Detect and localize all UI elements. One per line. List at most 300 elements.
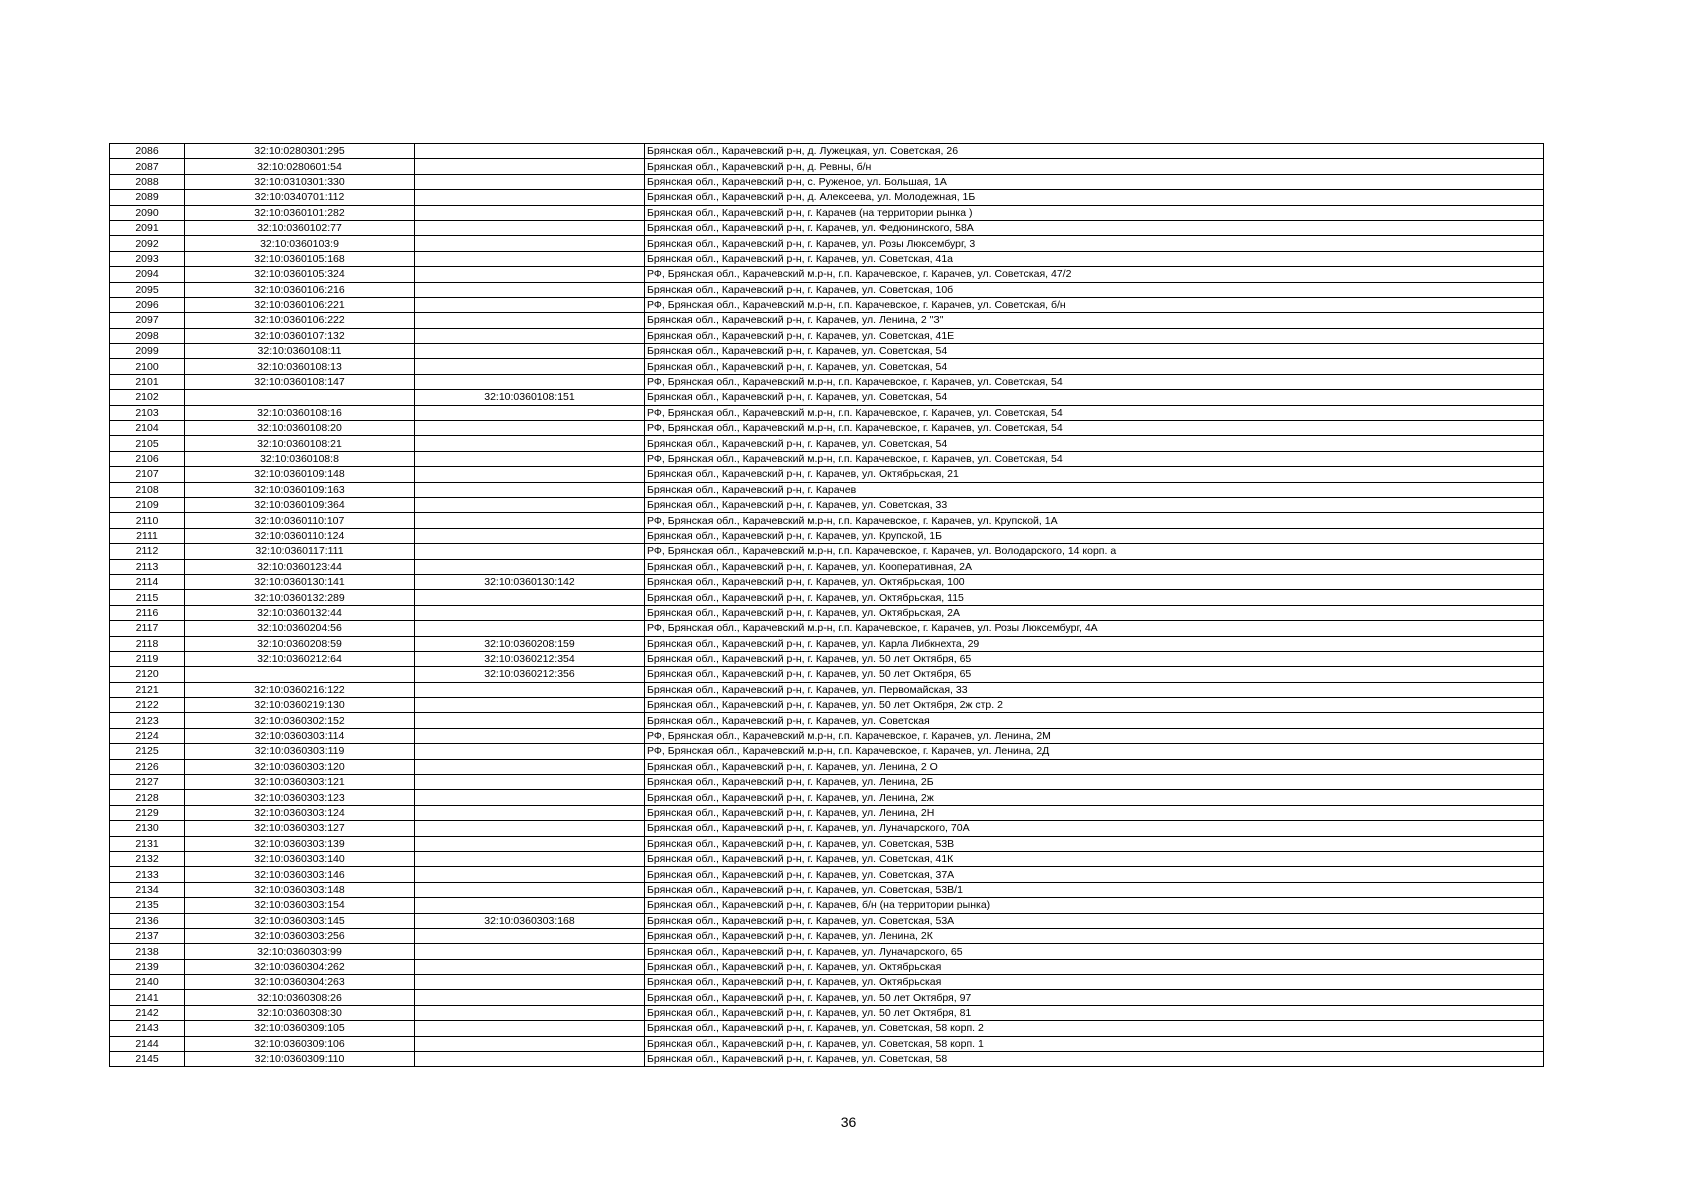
- related-cadastral-number-cell: [415, 621, 645, 636]
- row-number-cell: 2116: [110, 605, 185, 620]
- address-cell: РФ, Брянская обл., Карачевский м.р-н, г.п. Карачевское, г. Карачев, ул. Володарского, 14 корп. а: [645, 544, 1544, 559]
- related-cadastral-number-cell: [415, 836, 645, 851]
- related-cadastral-number-cell: [415, 975, 645, 990]
- address-cell: Брянская обл., Карачевский р-н, г. Карачев, ул. Ленина, 2ж: [645, 790, 1544, 805]
- cadastral-number-cell: 32:10:0360110:107: [185, 513, 415, 528]
- cadastral-number-cell: 32:10:0360105:168: [185, 251, 415, 266]
- table-row: [110, 928, 1544, 943]
- address-cell: Брянская обл., Карачевский р-н, г. Карачев, ул. 50 лет Октября, 65: [645, 651, 1544, 666]
- cadastral-number-cell: 32:10:0360110:124: [185, 528, 415, 543]
- row-number-cell: 2114: [110, 574, 185, 589]
- row-number-cell: 2134: [110, 882, 185, 897]
- row-number-cell: 2103: [110, 405, 185, 420]
- related-cadastral-number-cell: [415, 959, 645, 974]
- row-number-cell: 2139: [110, 959, 185, 974]
- row-number-cell: 2119: [110, 651, 185, 666]
- address-cell: Брянская обл., Карачевский р-н, г. Карачев, ул. Советская, 58: [645, 1052, 1544, 1067]
- cadastral-number-cell: 32:10:0360117:111: [185, 544, 415, 559]
- table-row: [110, 159, 1544, 174]
- related-cadastral-number-cell: 32:10:0360108:151: [415, 390, 645, 405]
- cadastral-number-cell: 32:10:0360108:147: [185, 374, 415, 389]
- cadastral-number-cell: 32:10:0360108:13: [185, 359, 415, 374]
- table-row: [110, 775, 1544, 790]
- row-number-cell: 2136: [110, 913, 185, 928]
- related-cadastral-number-cell: 32:10:0360130:142: [415, 574, 645, 589]
- cadastral-number-cell: 32:10:0360308:30: [185, 1005, 415, 1020]
- address-cell: Брянская обл., Карачевский р-н, г. Карачев, ул. Советская, 41Е: [645, 328, 1544, 343]
- row-number-cell: 2137: [110, 928, 185, 943]
- address-cell: Брянская обл., Карачевский р-н, г. Карачев, ул. Ленина, 2К: [645, 928, 1544, 943]
- cadastral-number-cell: 32:10:0360308:26: [185, 990, 415, 1005]
- related-cadastral-number-cell: [415, 421, 645, 436]
- related-cadastral-number-cell: [415, 944, 645, 959]
- related-cadastral-number-cell: [415, 267, 645, 282]
- related-cadastral-number-cell: [415, 928, 645, 943]
- table-row: [110, 144, 1544, 159]
- table-row: [110, 651, 1544, 666]
- cadastral-number-cell: [185, 390, 415, 405]
- cadastral-number-cell: 32:10:0360304:262: [185, 959, 415, 974]
- row-number-cell: 2132: [110, 851, 185, 866]
- row-number-cell: 2088: [110, 174, 185, 189]
- table-row: [110, 836, 1544, 851]
- row-number-cell: 2090: [110, 205, 185, 220]
- row-number-cell: 2095: [110, 282, 185, 297]
- address-cell: Брянская обл., Карачевский р-н, г. Карачев, ул. Советская, 54: [645, 359, 1544, 374]
- row-number-cell: 2131: [110, 836, 185, 851]
- address-cell: Брянская обл., Карачевский р-н, г. Карачев, ул. 50 лет Октября, 2ж стр. 2: [645, 698, 1544, 713]
- table-row: [110, 759, 1544, 774]
- table-row: [110, 251, 1544, 266]
- row-number-cell: 2117: [110, 621, 185, 636]
- table-row: [110, 174, 1544, 189]
- row-number-cell: 2089: [110, 190, 185, 205]
- cadastral-number-cell: 32:10:0360102:77: [185, 220, 415, 235]
- cadastral-number-cell: 32:10:0360302:152: [185, 713, 415, 728]
- row-number-cell: 2141: [110, 990, 185, 1005]
- table-row: [110, 898, 1544, 913]
- cadastral-number-cell: 32:10:0360303:120: [185, 759, 415, 774]
- address-cell: РФ, Брянская обл., Карачевский м.р-н, г.п. Карачевское, г. Карачев, ул. Советская, б/н: [645, 297, 1544, 312]
- row-number-cell: 2097: [110, 313, 185, 328]
- related-cadastral-number-cell: [415, 605, 645, 620]
- row-number-cell: 2104: [110, 421, 185, 436]
- address-cell: Брянская обл., Карачевский р-н, г. Карачев, ул. Советская, 37А: [645, 867, 1544, 882]
- table-row: [110, 667, 1544, 682]
- row-number-cell: 2140: [110, 975, 185, 990]
- table-row: [110, 451, 1544, 466]
- address-cell: РФ, Брянская обл., Карачевский м.р-н, г.п. Карачевское, г. Карачев, ул. Розы Люксембург, 4А: [645, 621, 1544, 636]
- table-row: [110, 190, 1544, 205]
- address-cell: Брянская обл., Карачевский р-н, г. Карачев, ул. Советская, 58 корп. 1: [645, 1036, 1544, 1051]
- cadastral-number-cell: 32:10:0360106:222: [185, 313, 415, 328]
- cadastral-number-cell: 32:10:0360219:130: [185, 698, 415, 713]
- cadastral-number-cell: 32:10:0360304:263: [185, 975, 415, 990]
- registry-table-body: [110, 144, 1544, 1067]
- related-cadastral-number-cell: [415, 359, 645, 374]
- address-cell: РФ, Брянская обл., Карачевский м.р-н, г.п. Карачевское, г. Карачев, ул. Ленина, 2М: [645, 728, 1544, 743]
- related-cadastral-number-cell: 32:10:0360212:356: [415, 667, 645, 682]
- table-row: [110, 236, 1544, 251]
- row-number-cell: 2110: [110, 513, 185, 528]
- related-cadastral-number-cell: [415, 159, 645, 174]
- cadastral-number-cell: 32:10:0360108:8: [185, 451, 415, 466]
- related-cadastral-number-cell: [415, 821, 645, 836]
- address-cell: Брянская обл., Карачевский р-н, г. Карачев, ул. Крупской, 1Б: [645, 528, 1544, 543]
- related-cadastral-number-cell: [415, 297, 645, 312]
- address-cell: Брянская обл., Карачевский р-н, г. Карачев, ул. Луначарского, 65: [645, 944, 1544, 959]
- related-cadastral-number-cell: [415, 898, 645, 913]
- related-cadastral-number-cell: [415, 190, 645, 205]
- cadastral-number-cell: 32:10:0360123:44: [185, 559, 415, 574]
- address-cell: Брянская обл., Карачевский р-н, д. Ревны, б/н: [645, 159, 1544, 174]
- table-row: [110, 313, 1544, 328]
- table-row: [110, 544, 1544, 559]
- address-cell: Брянская обл., Карачевский р-н, г. Карачев, ул. 50 лет Октября, 81: [645, 1005, 1544, 1020]
- row-number-cell: 2101: [110, 374, 185, 389]
- table-row: [110, 344, 1544, 359]
- row-number-cell: 2128: [110, 790, 185, 805]
- related-cadastral-number-cell: [415, 759, 645, 774]
- related-cadastral-number-cell: [415, 528, 645, 543]
- cadastral-number-cell: 32:10:0360303:146: [185, 867, 415, 882]
- row-number-cell: 2096: [110, 297, 185, 312]
- page-number: 36: [840, 1114, 857, 1130]
- table-row: [110, 882, 1544, 897]
- table-row: [110, 467, 1544, 482]
- row-number-cell: 2126: [110, 759, 185, 774]
- table-row: [110, 267, 1544, 282]
- row-number-cell: 2108: [110, 482, 185, 497]
- cadastral-number-cell: 32:10:0360303:99: [185, 944, 415, 959]
- row-number-cell: 2094: [110, 267, 185, 282]
- row-number-cell: 2118: [110, 636, 185, 651]
- cadastral-number-cell: 32:10:0360212:64: [185, 651, 415, 666]
- related-cadastral-number-cell: [415, 251, 645, 266]
- row-number-cell: 2120: [110, 667, 185, 682]
- table-row: [110, 359, 1544, 374]
- address-cell: Брянская обл., Карачевский р-н, г. Карачев, ул. Карла Либкнехта, 29: [645, 636, 1544, 651]
- cadastral-number-cell: 32:10:0310301:330: [185, 174, 415, 189]
- address-cell: Брянская обл., Карачевский р-н, г. Карачев, ул. Розы Люксембург, 3: [645, 236, 1544, 251]
- cadastral-number-cell: 32:10:0360101:282: [185, 205, 415, 220]
- address-cell: Брянская обл., Карачевский р-н, г. Карачев, ул. Советская, 53В/1: [645, 882, 1544, 897]
- address-cell: Брянская обл., Карачевский р-н, г. Карачев, ул. Советская: [645, 713, 1544, 728]
- related-cadastral-number-cell: 32:10:0360212:354: [415, 651, 645, 666]
- address-cell: Брянская обл., Карачевский р-н, г. Карачев, ул. Октябрьская, 100: [645, 574, 1544, 589]
- related-cadastral-number-cell: [415, 436, 645, 451]
- address-cell: Брянская обл., Карачевский р-н, г. Карачев, б/н (на территории рынка): [645, 898, 1544, 913]
- table-row: [110, 220, 1544, 235]
- row-number-cell: 2111: [110, 528, 185, 543]
- table-row: [110, 374, 1544, 389]
- table-row: [110, 421, 1544, 436]
- address-cell: Брянская обл., Карачевский р-н, г. Карачев, ул. Октябрьская, 21: [645, 467, 1544, 482]
- address-cell: Брянская обл., Карачевский р-н, д. Лужецкая, ул. Советская, 26: [645, 144, 1544, 159]
- related-cadastral-number-cell: [415, 313, 645, 328]
- related-cadastral-number-cell: [415, 328, 645, 343]
- table-row: [110, 790, 1544, 805]
- related-cadastral-number-cell: [415, 1036, 645, 1051]
- address-cell: Брянская обл., Карачевский р-н, г. Карачев, ул. Советская, 53В: [645, 836, 1544, 851]
- table-row: [110, 297, 1544, 312]
- row-number-cell: 2086: [110, 144, 185, 159]
- cadastral-number-cell: 32:10:0360303:127: [185, 821, 415, 836]
- address-cell: Брянская обл., Карачевский р-н, г. Карачев, ул. Советская, 10б: [645, 282, 1544, 297]
- table-row: [110, 867, 1544, 882]
- address-cell: Брянская обл., Карачевский р-н, г. Карачев, ул. Советская, 33: [645, 497, 1544, 512]
- cadastral-number-cell: 32:10:0280301:295: [185, 144, 415, 159]
- cadastral-number-cell: 32:10:0280601:54: [185, 159, 415, 174]
- related-cadastral-number-cell: [415, 728, 645, 743]
- table-row: [110, 205, 1544, 220]
- cadastral-number-cell: 32:10:0360303:148: [185, 882, 415, 897]
- table-row: [110, 990, 1544, 1005]
- related-cadastral-number-cell: [415, 344, 645, 359]
- row-number-cell: 2138: [110, 944, 185, 959]
- cadastral-number-cell: 32:10:0360108:21: [185, 436, 415, 451]
- table-row: [110, 436, 1544, 451]
- cadastral-number-cell: 32:10:0360208:59: [185, 636, 415, 651]
- cadastral-number-cell: 32:10:0360216:122: [185, 682, 415, 697]
- cadastral-number-cell: 32:10:0360105:324: [185, 267, 415, 282]
- related-cadastral-number-cell: [415, 374, 645, 389]
- table-row: [110, 944, 1544, 959]
- related-cadastral-number-cell: [415, 482, 645, 497]
- cadastral-number-cell: 32:10:0360204:56: [185, 621, 415, 636]
- cadastral-number-cell: 32:10:0360109:148: [185, 467, 415, 482]
- address-cell: РФ, Брянская обл., Карачевский м.р-н, г.п. Карачевское, г. Карачев, ул. Советская, 54: [645, 405, 1544, 420]
- address-cell: РФ, Брянская обл., Карачевский м.р-н, г.п. Карачевское, г. Карачев, ул. Крупской, 1А: [645, 513, 1544, 528]
- address-cell: Брянская обл., Карачевский р-н, г. Карачев, ул. Советская, 41а: [645, 251, 1544, 266]
- table-row: [110, 1036, 1544, 1051]
- table-row: [110, 513, 1544, 528]
- related-cadastral-number-cell: [415, 790, 645, 805]
- related-cadastral-number-cell: [415, 1052, 645, 1067]
- row-number-cell: 2113: [110, 559, 185, 574]
- related-cadastral-number-cell: [415, 713, 645, 728]
- related-cadastral-number-cell: [415, 775, 645, 790]
- row-number-cell: 2133: [110, 867, 185, 882]
- table-row: [110, 528, 1544, 543]
- address-cell: Брянская обл., Карачевский р-н, г. Карачев: [645, 482, 1544, 497]
- related-cadastral-number-cell: 32:10:0360208:159: [415, 636, 645, 651]
- related-cadastral-number-cell: [415, 1021, 645, 1036]
- cadastral-number-cell: 32:10:0360108:11: [185, 344, 415, 359]
- row-number-cell: 2127: [110, 775, 185, 790]
- address-cell: Брянская обл., Карачевский р-н, г. Карачев, ул. Ленина, 2 "З": [645, 313, 1544, 328]
- table-row: [110, 482, 1544, 497]
- address-cell: Брянская обл., Карачевский р-н, г. Карачев, ул. Октябрьская, 2А: [645, 605, 1544, 620]
- cadastral-number-cell: 32:10:0360303:121: [185, 775, 415, 790]
- row-number-cell: 2105: [110, 436, 185, 451]
- cadastral-number-cell: 32:10:0360303:114: [185, 728, 415, 743]
- related-cadastral-number-cell: [415, 867, 645, 882]
- related-cadastral-number-cell: [415, 559, 645, 574]
- row-number-cell: 2092: [110, 236, 185, 251]
- related-cadastral-number-cell: [415, 467, 645, 482]
- related-cadastral-number-cell: [415, 513, 645, 528]
- row-number-cell: 2143: [110, 1021, 185, 1036]
- row-number-cell: 2121: [110, 682, 185, 697]
- row-number-cell: 2123: [110, 713, 185, 728]
- table-row: [110, 1021, 1544, 1036]
- address-cell: Брянская обл., Карачевский р-н, г. Карачев, ул. Октябрьская: [645, 959, 1544, 974]
- cadastral-number-cell: 32:10:0360303:256: [185, 928, 415, 943]
- address-cell: Брянская обл., Карачевский р-н, г. Карачев, ул. 50 лет Октября, 65: [645, 667, 1544, 682]
- cadastral-number-cell: 32:10:0360303:139: [185, 836, 415, 851]
- table-row: [110, 851, 1544, 866]
- row-number-cell: 2093: [110, 251, 185, 266]
- address-cell: Брянская обл., Карачевский р-н, г. Карачев, ул. Первомайская, 33: [645, 682, 1544, 697]
- cadastral-number-cell: 32:10:0360303:145: [185, 913, 415, 928]
- cadastral-number-cell: 32:10:0360309:105: [185, 1021, 415, 1036]
- table-row: [110, 959, 1544, 974]
- address-cell: Брянская обл., Карачевский р-н, г. Карачев, ул. Советская, 58 корп. 2: [645, 1021, 1544, 1036]
- related-cadastral-number-cell: [415, 805, 645, 820]
- cadastral-number-cell: 32:10:0340701:112: [185, 190, 415, 205]
- table-row: [110, 590, 1544, 605]
- table-row: [110, 821, 1544, 836]
- table-row: [110, 282, 1544, 297]
- cadastral-number-cell: 32:10:0360303:119: [185, 744, 415, 759]
- related-cadastral-number-cell: [415, 174, 645, 189]
- cadastral-number-cell: 32:10:0360130:141: [185, 574, 415, 589]
- related-cadastral-number-cell: [415, 405, 645, 420]
- registry-table: [109, 143, 1544, 1067]
- row-number-cell: 2125: [110, 744, 185, 759]
- related-cadastral-number-cell: [415, 544, 645, 559]
- related-cadastral-number-cell: [415, 851, 645, 866]
- row-number-cell: 2099: [110, 344, 185, 359]
- cadastral-number-cell: 32:10:0360108:16: [185, 405, 415, 420]
- row-number-cell: 2087: [110, 159, 185, 174]
- related-cadastral-number-cell: 32:10:0360303:168: [415, 913, 645, 928]
- related-cadastral-number-cell: [415, 497, 645, 512]
- table-row: [110, 636, 1544, 651]
- row-number-cell: 2124: [110, 728, 185, 743]
- address-cell: РФ, Брянская обл., Карачевский м.р-н, г.п. Карачевское, г. Карачев, ул. Советская, 54: [645, 451, 1544, 466]
- row-number-cell: 2106: [110, 451, 185, 466]
- address-cell: Брянская обл., Карачевский р-н, с. Руженое, ул. Большая, 1А: [645, 174, 1544, 189]
- related-cadastral-number-cell: [415, 220, 645, 235]
- row-number-cell: 2115: [110, 590, 185, 605]
- address-cell: Брянская обл., Карачевский р-н, г. Карачев, ул. Советская, 41К: [645, 851, 1544, 866]
- row-number-cell: 2144: [110, 1036, 185, 1051]
- table-row: [110, 605, 1544, 620]
- table-row: [110, 728, 1544, 743]
- table-row: [110, 805, 1544, 820]
- related-cadastral-number-cell: [415, 744, 645, 759]
- table-row: [110, 390, 1544, 405]
- cadastral-number-cell: 32:10:0360303:154: [185, 898, 415, 913]
- row-number-cell: 2109: [110, 497, 185, 512]
- cadastral-number-cell: 32:10:0360132:289: [185, 590, 415, 605]
- table-row: [110, 1005, 1544, 1020]
- table-row: [110, 621, 1544, 636]
- address-cell: РФ, Брянская обл., Карачевский м.р-н, г.п. Карачевское, г. Карачев, ул. Советская, 54: [645, 421, 1544, 436]
- address-cell: Брянская обл., Карачевский р-н, г. Карачев, ул. Октябрьская, 115: [645, 590, 1544, 605]
- related-cadastral-number-cell: [415, 451, 645, 466]
- address-cell: Брянская обл., Карачевский р-н, г. Карачев, ул. Октябрьская: [645, 975, 1544, 990]
- address-cell: Брянская обл., Карачевский р-н, г. Карачев, ул. Ленина, 2 О: [645, 759, 1544, 774]
- table-row: [110, 913, 1544, 928]
- address-cell: Брянская обл., Карачевский р-н, г. Карачев, ул. Ленина, 2Б: [645, 775, 1544, 790]
- related-cadastral-number-cell: [415, 205, 645, 220]
- row-number-cell: 2145: [110, 1052, 185, 1067]
- address-cell: Брянская обл., Карачевский р-н, г. Карачев, ул. Ленина, 2Н: [645, 805, 1544, 820]
- row-number-cell: 2122: [110, 698, 185, 713]
- address-cell: РФ, Брянская обл., Карачевский м.р-н, г.п. Карачевское, г. Карачев, ул. Ленина, 2Д: [645, 744, 1544, 759]
- row-number-cell: 2130: [110, 821, 185, 836]
- address-cell: Брянская обл., Карачевский р-н, г. Карачев, ул. Советская, 54: [645, 344, 1544, 359]
- table-row: [110, 975, 1544, 990]
- related-cadastral-number-cell: [415, 144, 645, 159]
- table-row: [110, 682, 1544, 697]
- row-number-cell: 2142: [110, 1005, 185, 1020]
- cadastral-number-cell: 32:10:0360303:124: [185, 805, 415, 820]
- related-cadastral-number-cell: [415, 236, 645, 251]
- related-cadastral-number-cell: [415, 698, 645, 713]
- table-row: [110, 713, 1544, 728]
- address-cell: Брянская обл., Карачевский р-н, д. Алексеева, ул. Молодежная, 1Б: [645, 190, 1544, 205]
- address-cell: РФ, Брянская обл., Карачевский м.р-н, г.п. Карачевское, г. Карачев, ул. Советская, 54: [645, 374, 1544, 389]
- row-number-cell: 2112: [110, 544, 185, 559]
- address-cell: РФ, Брянская обл., Карачевский м.р-н, г.п. Карачевское, г. Карачев, ул. Советская, 47/2: [645, 267, 1544, 282]
- table-row: [110, 497, 1544, 512]
- row-number-cell: 2102: [110, 390, 185, 405]
- row-number-cell: 2098: [110, 328, 185, 343]
- cadastral-number-cell: 32:10:0360303:140: [185, 851, 415, 866]
- table-row: [110, 1052, 1544, 1067]
- cadastral-number-cell: [185, 667, 415, 682]
- related-cadastral-number-cell: [415, 282, 645, 297]
- cadastral-number-cell: 32:10:0360108:20: [185, 421, 415, 436]
- related-cadastral-number-cell: [415, 990, 645, 1005]
- cadastral-number-cell: 32:10:0360106:221: [185, 297, 415, 312]
- row-number-cell: 2135: [110, 898, 185, 913]
- table-row: [110, 698, 1544, 713]
- table-row: [110, 405, 1544, 420]
- cadastral-number-cell: 32:10:0360132:44: [185, 605, 415, 620]
- row-number-cell: 2129: [110, 805, 185, 820]
- table-row: [110, 744, 1544, 759]
- address-cell: Брянская обл., Карачевский р-н, г. Карачев, ул. Советская, 54: [645, 436, 1544, 451]
- address-cell: Брянская обл., Карачевский р-н, г. Карачев, ул. Советская, 53А: [645, 913, 1544, 928]
- related-cadastral-number-cell: [415, 1005, 645, 1020]
- address-cell: Брянская обл., Карачевский р-н, г. Карачев (на территории рынка ): [645, 205, 1544, 220]
- cadastral-number-cell: 32:10:0360309:106: [185, 1036, 415, 1051]
- cadastral-number-cell: 32:10:0360107:132: [185, 328, 415, 343]
- related-cadastral-number-cell: [415, 882, 645, 897]
- row-number-cell: 2091: [110, 220, 185, 235]
- related-cadastral-number-cell: [415, 590, 645, 605]
- row-number-cell: 2100: [110, 359, 185, 374]
- address-cell: Брянская обл., Карачевский р-н, г. Карачев, ул. Федюнинского, 58А: [645, 220, 1544, 235]
- cadastral-number-cell: 32:10:0360303:123: [185, 790, 415, 805]
- address-cell: Брянская обл., Карачевский р-н, г. Карачев, ул. Луначарского, 70А: [645, 821, 1544, 836]
- table-row: [110, 328, 1544, 343]
- cadastral-number-cell: 32:10:0360309:110: [185, 1052, 415, 1067]
- row-number-cell: 2107: [110, 467, 185, 482]
- cadastral-number-cell: 32:10:0360106:216: [185, 282, 415, 297]
- related-cadastral-number-cell: [415, 682, 645, 697]
- cadastral-number-cell: 32:10:0360103:9: [185, 236, 415, 251]
- address-cell: Брянская обл., Карачевский р-н, г. Карачев, ул. 50 лет Октября, 97: [645, 990, 1544, 1005]
- address-cell: Брянская обл., Карачевский р-н, г. Карачев, ул. Кооперативная, 2А: [645, 559, 1544, 574]
- address-cell: Брянская обл., Карачевский р-н, г. Карачев, ул. Советская, 54: [645, 390, 1544, 405]
- table-row: [110, 574, 1544, 589]
